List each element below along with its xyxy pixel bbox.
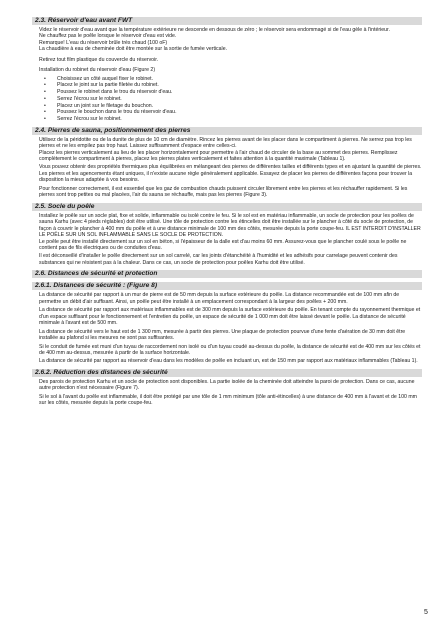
list-item: • Serrez l'écrou sur le robinet.: [57, 96, 422, 103]
list-item: • Poussez le bouchon dans le trou du réservoir d'eau.: [57, 109, 422, 116]
subsection-title-reducing-distances: 2.6.2. Réduction des distances de sécurité: [32, 369, 422, 377]
section-title-safety-distances: 2.6. Distances de sécurité et protection: [32, 270, 422, 278]
paragraph: Des parois de protection Karhu et un socle de protection sont disponibles. La partie isolée de la cheminée doit atteindre la paroi de protection. Dans ce cas, aucune autre protection n'est nécessaire (Figure 7).: [39, 378, 415, 392]
list-item: • Choisissez un côté auquel fixer le robinet.: [57, 76, 422, 83]
paragraph: La distance de sécurité vers le haut est de 1 300 mm, mesurée à partir des pierres. Une plaque de protection pourvue d'une fente d'aération de 30 mm doit être installée au plafond si les mesures ne sont pas suffisantes.: [39, 328, 406, 342]
paragraph: Utilisez de la péridotite ou de la dunite de plus de 10 cm de diamètre. Rincez les pierres avant de les placer dans le compartiment à pierres. Ne serrez pas trop les pierres et ne les empilez pas trop haut. Laissez suffisamment d'espace entre celles-ci.: [39, 136, 412, 150]
paragraph: Videz le réservoir d'eau avant que la température extérieure ne descende en dessous de zéro ; le réservoir sera endommagé si de l'eau gèle à l'intérieur.: [39, 27, 390, 33]
page-content: [32, 17, 422, 407]
section-body-sauna-stones: [32, 137, 422, 199]
paragraph: Vous pouvez obtenir des propriétés thermiques plus équilibrées en mélangeant des pierres de différentes tailles et différents types et en ajustant la quantité de pierres. Les pierres et les agencements étant uniques, il n'existe aucune règle généralement applicable. Essayez de placer les pierres de différentes façons pour trouver la disposition la mieux adaptée à vos besoins.: [39, 164, 422, 184]
section-title-stove-base: 2.5. Socle du poêle: [32, 203, 422, 211]
list-item: • Poussez le robinet dans le trou du réservoir d'eau.: [57, 89, 422, 96]
paragraph: La chaudière à eau de cheminée doit être montée sur la sortie de fumée verticale.: [39, 46, 228, 53]
paragraph: Installez le poêle sur un socle plat, fixe et solide, inflammable ou isolé contre le feu. Si le sol est en matériau inflammable, un socle de protection pour les poêles de sauna Karhu (avec 4 pieds réglables) doit être utilisé. Une tôle de protection contre les étincelles doit être installée sur le plancher à côté du socle de protection, de façon à couvrir le plancher à 400 mm du poêle et à une distance minimale de 100 mm des côtés, mesurée depuis la porte coupe-feu. IL EST INTERDIT D'INSTALLER LE POÊLE SUR UN SOL INFLAMMABLE SANS LE SOCLE DE PROTECTION.: [39, 212, 421, 239]
paragraph: La distance de sécurité par rapport aux matériaux inflammables est de 300 mm depuis la surface extérieure du poêle. En tenant compte du rayonnement thermique et d'un espace suffisant pour le fonctionnement et l'entretien du poêle, un espace de sécurité de 1 000 mm doit être laissé devant le poêle. La distance de sécurité minimale à l'avant est de 500 mm.: [39, 307, 421, 327]
subsection-body-reducing-distances: [32, 379, 422, 407]
section-body-water-tank: [32, 27, 422, 123]
paragraph: La distance de sécurité par rapport au réservoir d'eau dans les modèles de poêle en incluant un, est de 150 mm par rapport aux matériaux inflammables (Tableau 1).: [39, 358, 418, 365]
paragraph: Retirez tout film plastique du couvercle du réservoir.: [39, 56, 159, 63]
paragraph: Si le conduit de fumée est muni d'un tuyau de raccordement non isolé ou d'un tuyau coudé au-dessus du poêle, la distance de sécurité est de 400 mm sur les côtés et de 400 mm au-dessus, mesurée à partir de la surface horizontale.: [39, 343, 421, 356]
paragraph: Installation du robinet du réservoir d'eau (Figure 2): [39, 67, 156, 74]
paragraph: Placez les pierres verticalement au lieu de les placer horizontalement pour permettre à l'air chaud de circuler de la base au sommet des pierres. Remplissez complètement le compartiment à pierres, placez les pierres plates verticalement et faites attention à la quantité maximale (Tableau 1).: [39, 149, 398, 162]
list-item: • Placez un joint sur le filetage du bouchon.: [57, 103, 422, 110]
section-title-sauna-stones: 2.4. Pierres de sauna, positionnement des pierres: [32, 127, 422, 135]
section-body-stove-base: [32, 213, 422, 267]
paragraph: La distance de sécurité par rapport à un mur de pierre est de 50 mm depuis la surface extérieure du poêle. La distance recommandée est de 100 mm afin de permettre un débit d'air suffisant. Ainsi, un poêle peut être installé à un emplacement correspondant à la largeur des poêles + 200 mm.: [39, 292, 400, 305]
paragraph: Il est déconseillé d'installer le poêle directement sur un sol carrelé, car les joints d'étanchéité à l'humidité et les adhésifs pour carrelage peuvent contenir des substances qui ne résistent pas à la chaleur. Dans ce cas, un socle de protection pour poêles Karhu doit être utilisé.: [39, 253, 398, 266]
paragraph: Ne chauffez pas le poêle lorsque le réservoir d'eau est vide.: [39, 33, 177, 40]
subsection-title-safety-distances: 2.6.1. Distances de sécurité : (Figure 8): [32, 282, 422, 290]
page-number: 5: [424, 609, 428, 616]
paragraph: Pour fonctionner correctement, il est essentiel que les gaz de combustion chauds puissent circuler librement entre les pierres et les réchauffer rapidement. Si les pierres sont trop petites ou mal placées, l'air du sauna se réchauffe, mais pas les pierres (Figure 3).: [39, 185, 408, 199]
paragraph: Remarque! L'eau du réservoir brûle très chaud (100 oF): [39, 39, 168, 46]
tap-install-steps: [39, 76, 422, 123]
list-item: • Placez le joint sur la partie filetée du robinet.: [57, 82, 422, 89]
subsection-body-safety-distances: [32, 292, 422, 365]
paragraph: Si le sol à l'avant du poêle est inflammable, il doit être protégé par une tôle de 1 mm minimum (tôle anti-étincelles) à une distance de 400 mm à l'avant et de 100 mm sur les côtés, mesurée depuis la porte coupe-feu.: [39, 393, 417, 407]
section-title-water-tank: 2.3. Réservoir d'eau avant FWT: [32, 17, 422, 25]
paragraph: Le poêle peut être installé directement sur un sol en béton, si l'épaisseur de la dalle est d'au moins 60 mm. Assurez-vous que le plancher coulé sous le poêle ne contient pas de fils électriques ou de conduites d'eau.: [39, 238, 407, 251]
list-item: • Serrez l'écrou sur le robinet.: [57, 116, 422, 123]
